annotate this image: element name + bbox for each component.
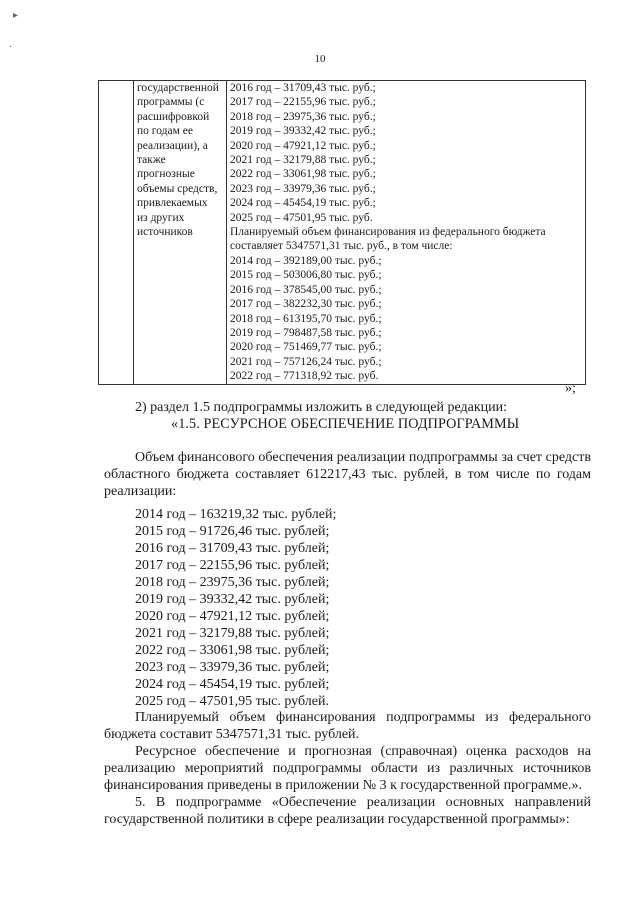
value-line: 2016 год – 378545,00 тыс. руб.; bbox=[230, 283, 382, 296]
year-line: 2017 год – 22155,96 тыс. рублей; bbox=[135, 558, 330, 573]
label-line: также bbox=[137, 154, 166, 167]
table-values-cell bbox=[227, 81, 586, 385]
value-line: 2019 год – 798487,58 тыс. руб.; bbox=[230, 326, 382, 339]
budget-table bbox=[98, 80, 586, 385]
paragraph-resources: Ресурсное обеспечение и прогнозная (справочная) оценка расходов на реализацию мероприятий подпрограммы области из различных источников финансирования приведены в приложении № 3 к государственной программе.». bbox=[104, 744, 591, 793]
value-line: составляет 5347571,31 тыс. руб., в том числе: bbox=[230, 240, 453, 253]
label-line: прогнозные bbox=[137, 168, 195, 181]
value-line: 2020 год – 47921,12 тыс. руб.; bbox=[230, 139, 376, 152]
year-line: 2014 год – 163219,32 тыс. рублей; bbox=[135, 507, 337, 522]
year-line: 2015 год – 91726,46 тыс. рублей; bbox=[135, 524, 330, 539]
year-line: 2019 год – 39332,42 тыс. рублей; bbox=[135, 592, 330, 607]
page-number: 10 bbox=[314, 53, 326, 65]
value-line: 2020 год – 751469,77 тыс. руб.; bbox=[230, 341, 382, 354]
label-line: расшифровкой bbox=[137, 110, 210, 123]
value-line: 2017 год – 22155,96 тыс. руб.; bbox=[230, 96, 376, 109]
year-line: 2025 год – 47501,95 тыс. рублей. bbox=[135, 694, 329, 709]
closing-quote: »; bbox=[565, 381, 576, 396]
scan-mark: · bbox=[9, 42, 13, 53]
label-line: государственной bbox=[137, 82, 219, 94]
value-line: 2014 год – 392189,00 тыс. руб.; bbox=[230, 254, 382, 267]
label-line: по годам ее bbox=[137, 125, 193, 138]
value-line: 2018 год – 613195,70 тыс. руб.; bbox=[230, 312, 382, 325]
year-line: 2020 год – 47921,12 тыс. рублей; bbox=[135, 609, 330, 624]
value-line: 2017 год – 382232,30 тыс. руб.; bbox=[230, 298, 382, 311]
item2-intro: 2) раздел 1.5 подпрограммы изложить в следующей редакции: bbox=[135, 400, 508, 415]
value-line: 2018 год – 23975,36 тыс. руб.; bbox=[230, 110, 376, 123]
value-line: 2019 год – 39332,42 тыс. руб.; bbox=[230, 125, 376, 138]
year-line: 2022 год – 33061,98 тыс. рублей; bbox=[135, 643, 330, 658]
value-line: 2016 год – 31709,43 тыс. руб.; bbox=[230, 82, 376, 94]
value-line: 2021 год – 32179,88 тыс. руб.; bbox=[230, 154, 376, 167]
label-line: программы (с bbox=[137, 96, 205, 109]
value-line: Планируемый объем финансирования из федерального бюджета bbox=[230, 226, 546, 239]
empty-cell bbox=[99, 81, 134, 385]
value-line: 2021 год – 757126,24 тыс. руб.; bbox=[230, 355, 382, 368]
value-line: 2022 год – 33061,98 тыс. руб.; bbox=[230, 168, 376, 181]
year-line: 2018 год – 23975,36 тыс. рублей; bbox=[135, 575, 330, 590]
value-line: 2015 год – 503006,80 тыс. руб.; bbox=[230, 269, 382, 282]
years-list bbox=[135, 506, 336, 710]
value-line: 2024 год – 45454,19 тыс. руб.; bbox=[230, 197, 376, 210]
year-line: 2023 год – 33979,36 тыс. рублей; bbox=[135, 660, 330, 675]
table-label-cell bbox=[134, 81, 227, 385]
year-line: 2024 год – 45454,19 тыс. рублей; bbox=[135, 677, 330, 692]
paragraph-regional-budget: Объем финансового обеспечения реализации подпрограммы за счет средств областного бюджета составляет 612217,43 тыс. рублей, в том числе по годам реализации: bbox=[104, 450, 591, 499]
section-heading: «1.5. РЕСУРСНОЕ ОБЕСПЕЧЕНИЕ ПОДПРОГРАММЫ bbox=[171, 416, 520, 432]
paragraph-federal-budget: Планируемый объем финансирования подпрограммы из федерального бюджета составит 5347571,31 тыс. рублей. bbox=[104, 710, 591, 742]
label-line: из других bbox=[137, 211, 185, 224]
paragraph-subprogram-5: 5. В подпрограмме «Обеспечение реализации основных направлений государственной политики в сфере реализации государственной программы»: bbox=[104, 795, 591, 827]
label-line: объемы средств, bbox=[137, 182, 218, 195]
value-line: 2023 год – 33979,36 тыс. руб.; bbox=[230, 182, 376, 195]
value-line: 2022 год – 771318,92 тыс. руб. bbox=[230, 370, 379, 383]
year-line: 2021 год – 32179,88 тыс. рублей; bbox=[135, 626, 330, 641]
label-line: источников bbox=[137, 226, 193, 239]
table-row bbox=[99, 81, 586, 385]
value-line: 2025 год – 47501,95 тыс. руб. bbox=[230, 211, 373, 224]
year-line: 2016 год – 31709,43 тыс. рублей; bbox=[135, 541, 330, 556]
label-line: реализации), а bbox=[137, 139, 208, 152]
scan-mark: ▸ bbox=[13, 10, 19, 21]
label-line: привлекаемых bbox=[137, 197, 208, 210]
